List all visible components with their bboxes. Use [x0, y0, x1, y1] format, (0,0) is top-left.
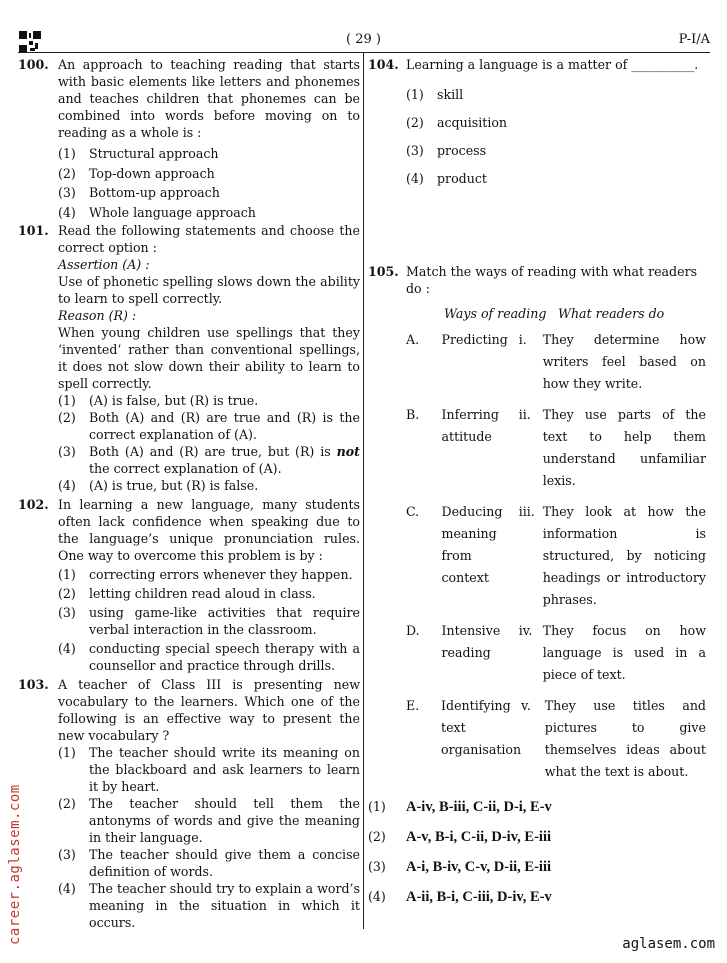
option-1: (1) correcting errors whenever they happen.: [58, 567, 353, 582]
assertion-text: Use of phonetic spelling slows down the ability to learn to spell correctly.: [58, 274, 360, 306]
question-stem: Match the ways of reading with what readers do :: [406, 264, 698, 296]
question-number: 105.: [368, 264, 399, 279]
question-100: [18, 56, 360, 222]
match-table-header: [444, 303, 706, 325]
question-105: [368, 263, 706, 297]
emphasis-not: not: [336, 444, 360, 459]
reason-text: When young children use spellings that they ‘invented’ rather than conventional spellings, it does not slow down their ability to learn to spell correctly.: [58, 325, 360, 391]
option-3: (3) The teacher should give them a concise definition of words.: [58, 847, 360, 879]
header-rule: [18, 52, 710, 53]
question-number: 103.: [18, 677, 49, 692]
option-1: (1) (A) is false, but (R) is true.: [58, 393, 259, 408]
option-2: (2) Both (A) and (R) are true and (R) is the correct explanation of (A).: [58, 410, 360, 442]
match-table: [406, 303, 706, 783]
right-column: [368, 56, 706, 912]
option-1: (1) A-iv, B-iii, C-ii, D-i, E-v: [368, 799, 552, 815]
option-3: (3) using game-like activities that require verbal interaction in the classroom.: [58, 605, 360, 637]
question-stem: A teacher of Class III is presenting new vocabulary to the learners. Which one of the following is an effective way to present the new vocabulary ?: [58, 677, 360, 743]
option-3: (3) A-i, B-iv, C-v, D-ii, E-iii: [368, 859, 551, 875]
assertion-label: Assertion (A) :: [58, 257, 150, 272]
option-2: (2) The teacher should tell them the antonyms of words and give the meaning in their language.: [58, 796, 360, 845]
question-103: [18, 676, 360, 931]
question-104: [368, 56, 706, 193]
option-2: (2) letting children read aloud in class.: [58, 586, 316, 601]
option-4: (4) conducting special speech therapy with a counsellor and practice through drills.: [58, 641, 360, 673]
question-stem: Read the following statements and choose the correct option :: [58, 223, 360, 255]
option-4: (4) The teacher should try to explain a word’s meaning in the situation in which it occurs.: [58, 881, 360, 930]
left-column: [18, 56, 360, 931]
option-1: (1) The teacher should write its meaning on the blackboard and ask learners to learn it by heart.: [58, 745, 360, 794]
question-stem: An approach to teaching reading that starts with basic elements like letters and phonemes and teaches children that phonemes can be combined into words before moving on to reading as a whole is :: [58, 57, 360, 140]
question-102: [18, 496, 360, 674]
question-number: 102.: [18, 497, 49, 512]
paper-code: P-I/A: [678, 32, 710, 47]
option-4: (4) Whole language approach: [58, 204, 256, 220]
side-watermark: career.aglasem.com: [7, 784, 23, 945]
option-4: (4) product: [406, 171, 487, 186]
question-number: 101.: [18, 223, 49, 238]
col-head-readers: What readers do: [558, 306, 665, 321]
match-row-c: C. Deducing meaning from context iii. They look at how the information is structured, by noticing headings or introductory phrases.: [406, 504, 706, 607]
footer-watermark: aglasem.com: [622, 936, 715, 952]
question-number: 100.: [18, 57, 49, 72]
option-2: (2) Top-down approach: [58, 165, 215, 181]
option-1: (1) Structural approach: [58, 146, 219, 161]
q105-options: [368, 792, 706, 912]
option-3: (3) process: [406, 143, 487, 158]
question-101: [18, 222, 360, 494]
match-row-a: A. Predicting i. They determine how writers feel based on how they write.: [406, 332, 706, 391]
match-row-b: B. Inferring attitude ii. They use parts of the text to help them understand unfamiliar lexis.: [406, 407, 706, 488]
question-number: 104.: [368, 57, 399, 72]
column-divider: [363, 53, 364, 929]
question-stem: In learning a new language, many students often lack confidence when speaking due to the language’s unique pronunciation rules. One way to overcome this problem is by :: [58, 497, 360, 563]
match-row-e: E. Identifying text organisation v. They use titles and pictures to give themselves ideas about what the text is about.: [406, 698, 706, 779]
match-row-d: D. Intensive reading iv. They focus on how language is used in a piece of text.: [406, 623, 706, 682]
reason-label: Reason (R) :: [58, 308, 137, 323]
option-3: (3) Bottom-up approach: [58, 185, 220, 200]
option-2: (2) acquisition: [406, 115, 508, 130]
page-number: ( 29 ): [346, 32, 381, 47]
option-3: (3) Both (A) and (R) are true, but (R) is not the correct explanation of (A).: [58, 444, 360, 476]
option-1: (1) skill: [406, 87, 464, 102]
option-4: (4) A-ii, B-i, C-iii, D-iv, E-v: [368, 889, 552, 905]
option-4: (4) (A) is true, but (R) is false.: [58, 478, 259, 493]
col-head-ways: Ways of reading: [444, 306, 547, 321]
question-stem: Learning a language is a matter of __________.: [406, 57, 699, 72]
option-2: (2) A-v, B-i, C-ii, D-iv, E-iii: [368, 829, 551, 845]
